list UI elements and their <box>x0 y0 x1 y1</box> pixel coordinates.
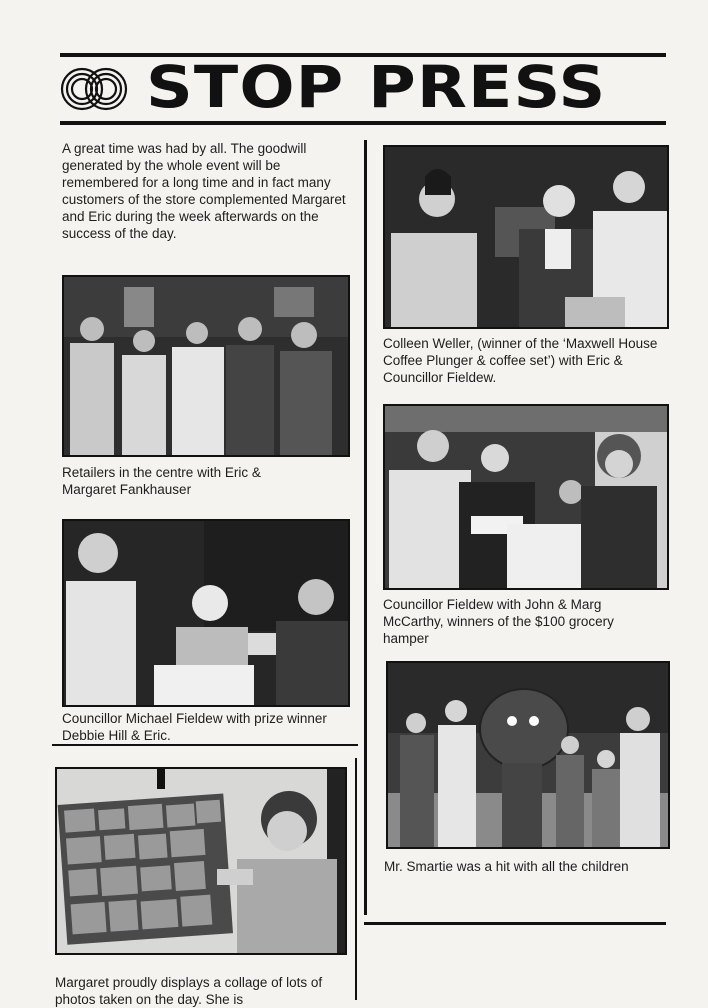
column-divider <box>364 140 367 915</box>
caption-mccarthy: Councillor Fieldew with John & Marg McCarthy, winners of the $100 grocery hamper <box>383 597 614 646</box>
photo-collage <box>55 767 347 955</box>
photo-smartie <box>386 661 670 849</box>
photo-retailers <box>62 275 350 457</box>
photo-weller <box>383 145 669 329</box>
right-bottom-rule <box>364 922 666 925</box>
caption-weller: Colleen Weller, (winner of the ‘Maxwell House Coffee Plunger & coffee set’) with Eric & Councillor Fieldew. <box>383 336 658 385</box>
caption-collage: Margaret proudly displays a collage of lots of photos taken on the day. She is <box>55 975 323 1007</box>
caption-smartie: Mr. Smartie was a hit with all the children <box>384 859 629 874</box>
intro-paragraph: A great time was had by all. The goodwill generated by the whole event will be remembered for a long time and in fact many customers of the store complemented Margaret and Eric during the week afterwards on the success of the day. <box>62 141 346 241</box>
photo-fieldew-hill <box>62 519 350 707</box>
caption-retailers: Retailers in the centre with Eric & Margaret Fankhauser <box>62 465 261 497</box>
left-section-rule <box>52 744 358 746</box>
interlocked-rings-logo-icon <box>60 62 128 116</box>
masthead <box>60 53 666 121</box>
photo-mccarthy <box>383 404 669 590</box>
page-title: STOP PRESS <box>146 53 607 121</box>
caption-fieldew-hill: Councillor Michael Fieldew with prize winner Debbie Hill & Eric. <box>62 711 327 743</box>
left-section-side-rule <box>355 758 357 1000</box>
